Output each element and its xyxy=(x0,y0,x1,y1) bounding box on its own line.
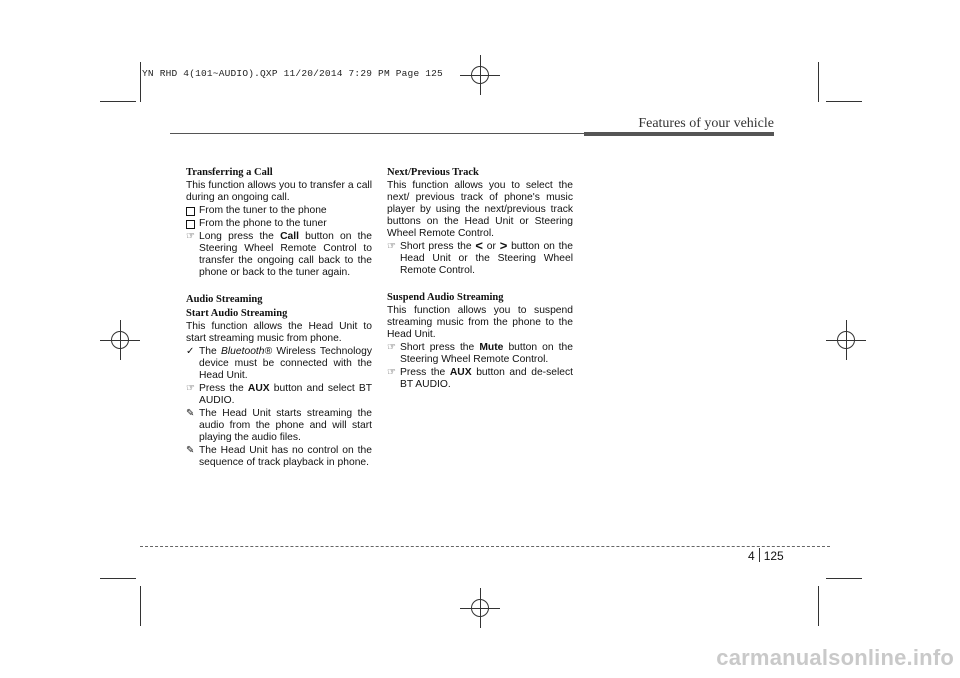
crop-mark xyxy=(140,62,141,102)
page-separator xyxy=(759,548,760,562)
pencil-note-icon: ✎ xyxy=(186,408,195,419)
heading-next-previous-track: Next/Previous Track xyxy=(387,167,479,178)
crop-mark xyxy=(818,586,819,626)
registration-mark-right xyxy=(826,320,866,360)
list-item: ✓ The Bluetooth® Wireless Technology device must be connected with the Head Unit. xyxy=(186,346,372,381)
list-item: ☞ Long press the Call button on the Steering Wheel Remote Control to transfer the ongoing call back to the phone or back to the tuner again. xyxy=(186,231,373,278)
list-item: ☞ Press the AUX button and select BT AUDIO. xyxy=(186,383,373,406)
audio-intro: This function allows the Head Unit to start streaming music from phone. xyxy=(186,321,372,344)
pencil-note-icon: ✎ xyxy=(186,445,195,456)
pointing-hand-icon: ☞ xyxy=(387,342,396,353)
heading-suspend-audio-streaming: Suspend Audio Streaming xyxy=(387,292,504,303)
crop-mark xyxy=(100,578,136,579)
printer-slug: YN RHD 4(101~AUDIO).QXP 11/20/2014 7:29 PM Page 125 xyxy=(142,68,443,79)
registration-mark-top xyxy=(460,55,500,95)
list-item: From the tuner to the phone xyxy=(186,205,372,217)
crop-mark xyxy=(140,586,141,626)
key-aux: AUX xyxy=(247,383,270,394)
pointing-hand-icon: ☞ xyxy=(387,241,396,252)
key-aux: AUX xyxy=(449,367,472,378)
pointing-hand-icon: ☞ xyxy=(387,367,396,378)
checkmark-icon: ✓ xyxy=(186,346,195,357)
chevron-left-icon: < xyxy=(475,238,483,253)
chapter-number: 4 xyxy=(748,549,755,563)
key-call: Call xyxy=(280,231,299,242)
bluetooth-brand: Bluetooth® xyxy=(221,346,273,357)
heading-transferring-call: Transferring a Call xyxy=(186,167,273,178)
registration-mark-left xyxy=(100,320,140,360)
crop-mark xyxy=(100,101,136,102)
pointing-hand-icon: ☞ xyxy=(186,231,195,242)
list-item: ☞ Short press the Mute button on the Steering Wheel Remote Control. xyxy=(387,342,574,365)
chevron-right-icon: > xyxy=(499,238,508,253)
watermark: carmanualsonline.info xyxy=(716,645,954,670)
list-item: ✎ The Head Unit has no control on the sequence of track playback in phone. xyxy=(186,445,372,468)
footer-rule xyxy=(140,546,830,547)
list-item: ☞ Press the AUX button and de-select BT AUDIO. xyxy=(387,367,573,390)
transfer-intro: This function allows you to transfer a call during an ongoing call. xyxy=(186,180,372,203)
crop-mark xyxy=(818,62,819,102)
right-column xyxy=(387,166,573,392)
list-item: ☞ Short press the < or > button on the Head Unit or the Steering Wheel Remote Control. xyxy=(387,238,573,276)
heading-start-audio-streaming: Start Audio Streaming xyxy=(186,308,288,319)
section-title: Features of your vehicle xyxy=(638,116,774,131)
page-value: 125 xyxy=(763,549,784,563)
pointing-hand-icon: ☞ xyxy=(186,383,195,394)
list-item: From the phone to the tuner xyxy=(186,218,372,230)
registration-mark-bottom xyxy=(460,588,500,628)
suspend-intro: This function allows you to suspend streaming music from the phone to the Head Unit. xyxy=(387,305,573,340)
crop-mark xyxy=(826,101,862,102)
page-number xyxy=(748,548,784,563)
next-prev-intro: This function allows you to select the next/ previous track of phone's music player by using the next/previous track buttons on the Head Unit or Steering Wheel Remote Control. xyxy=(387,180,573,239)
key-mute: Mute xyxy=(479,342,504,353)
heading-audio-streaming: Audio Streaming xyxy=(186,294,263,305)
crop-mark xyxy=(826,578,862,579)
left-column xyxy=(186,166,372,470)
list-item: ✎ The Head Unit starts streaming the audio from the phone and will start playing the audio files. xyxy=(186,408,372,443)
header-bar xyxy=(584,132,774,136)
